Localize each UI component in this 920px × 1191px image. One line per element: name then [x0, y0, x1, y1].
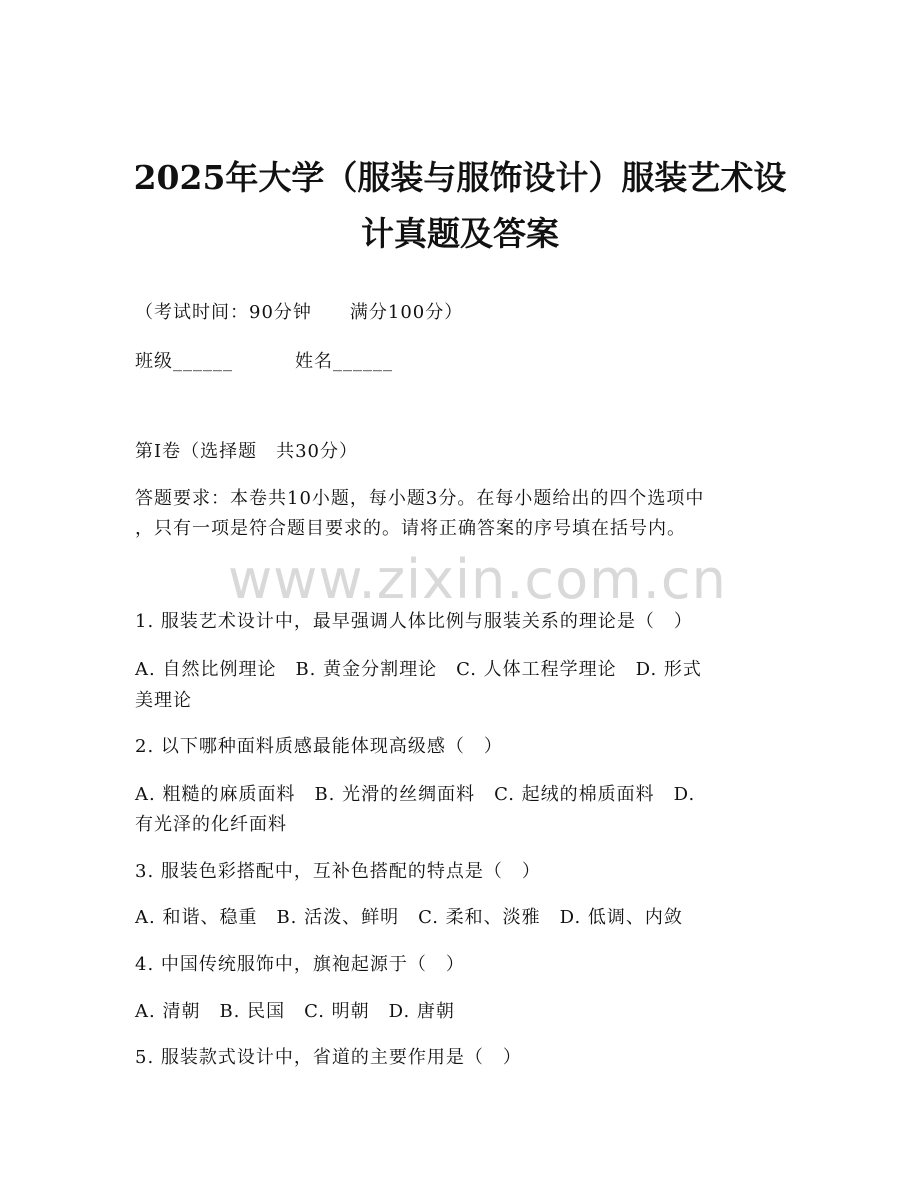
document-title [110, 150, 810, 262]
question-3-stem: 3. 服装色彩搭配中，互补色搭配的特点是（ ） [135, 861, 541, 882]
question-1-options-line-2: 美理论 [135, 690, 192, 711]
question-1-stem: 1. 服装艺术设计中，最早强调人体比例与服装关系的理论是（ ） [135, 611, 693, 632]
question-3-options-line-1: A. 和谐、稳重 B. 活泼、鲜明 C. 柔和、淡雅 D. 低调、内敛 [135, 907, 683, 928]
name-label: 姓名______ [295, 351, 393, 372]
watermark: www.zixin.com.cn [228, 548, 727, 611]
class-label: 班级______ [135, 351, 233, 372]
question-2-stem: 2. 以下哪种面料质感最能体现高级感（ ） [135, 736, 503, 757]
exam-info: （考试时间：90分钟 满分100分） [135, 302, 464, 323]
title-line-2: 计真题及答案 [361, 214, 559, 253]
question-2-options-line-2: 有光泽的化纤面料 [135, 814, 287, 835]
question-4-stem: 4. 中国传统服饰中，旗袍起源于（ ） [135, 954, 465, 975]
instructions-line-2: ，只有一项是符合题目要求的。请将正确答案的序号填在括号内。 [135, 518, 686, 539]
question-4-options-line-1: A. 清朝 B. 民国 C. 明朝 D. 唐朝 [135, 1001, 455, 1022]
title-line-1: 2025年大学（服装与服饰设计）服装艺术设 [133, 158, 787, 197]
section-title: 第Ⅰ卷（选择题 共30分） [135, 441, 359, 462]
question-2-options-line-1: A. 粗糙的麻质面料 B. 光滑的丝绸面料 C. 起绒的棉质面料 D. [135, 784, 696, 805]
question-5-stem: 5. 服装款式设计中，省道的主要作用是（ ） [135, 1047, 522, 1068]
instructions-line-1: 答题要求：本卷共10小题，每小题3分。在每小题给出的四个选项中 [135, 488, 705, 509]
question-1-options-line-1: A. 自然比例理论 B. 黄金分割理论 C. 人体工程学理论 D. 形式 [135, 659, 702, 680]
